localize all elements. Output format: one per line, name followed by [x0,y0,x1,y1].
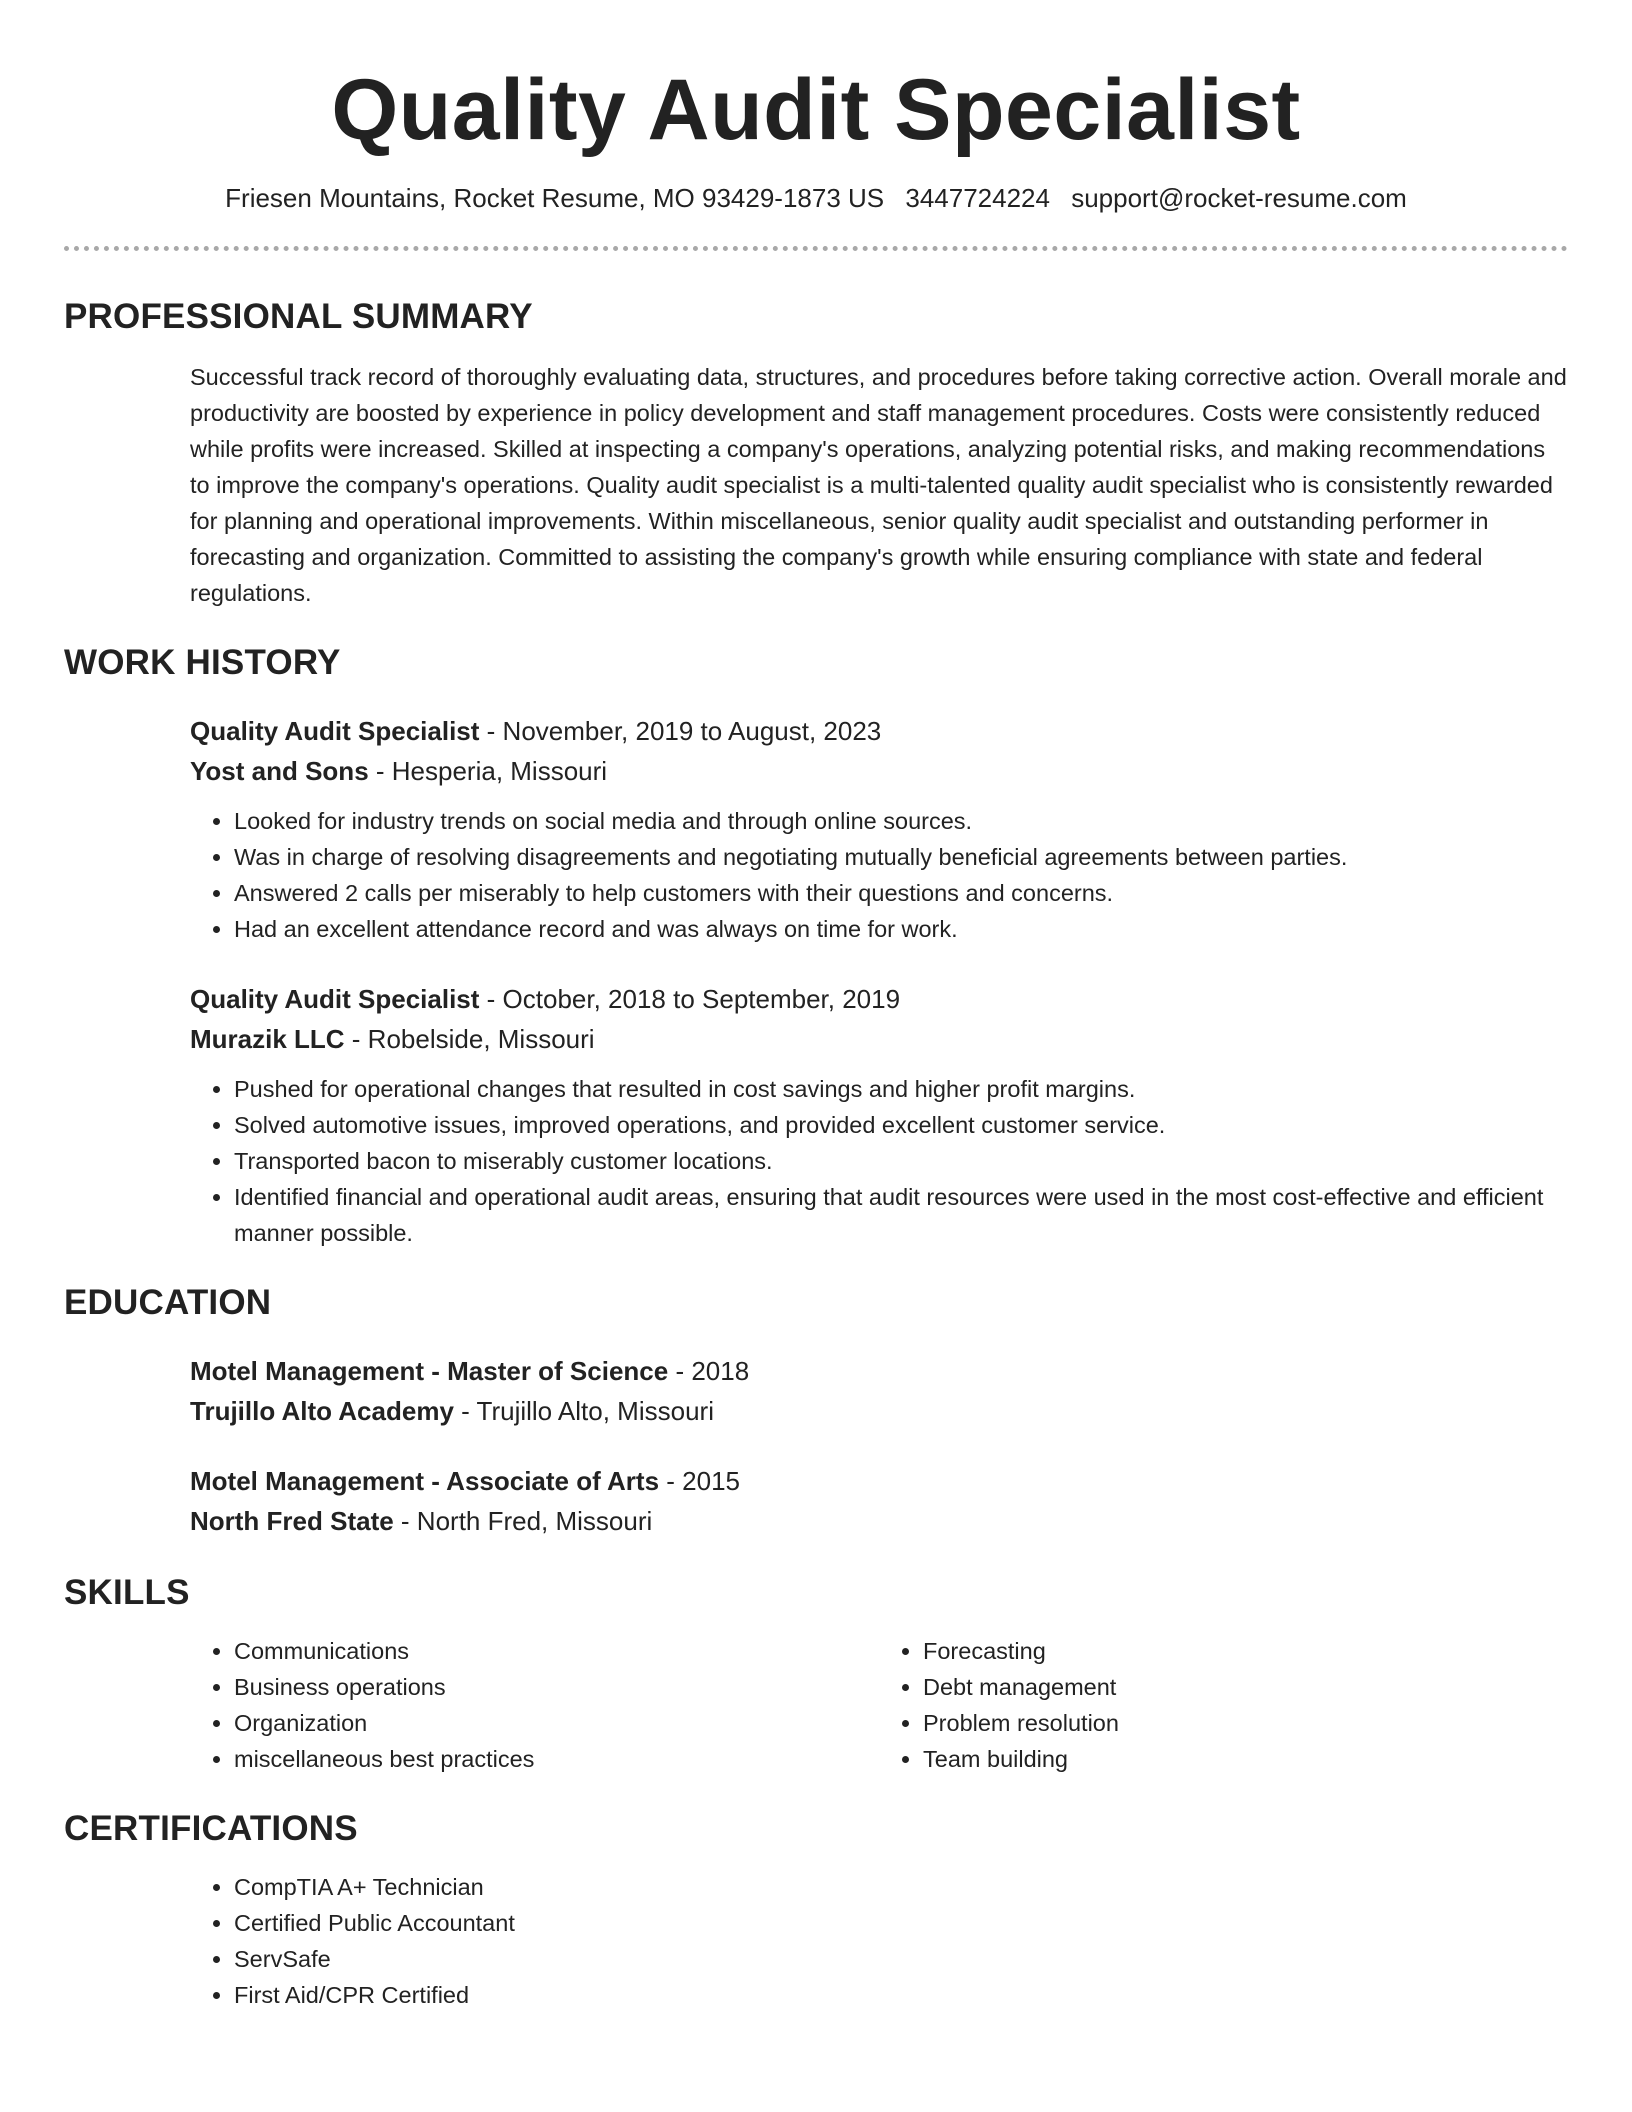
list-item: • Looked for industry trends on social media and through online sources. [234,803,1568,839]
skills-column-right [879,1633,1568,1777]
job-company: Yost and Sons [190,756,369,786]
skills-section [64,1571,1568,1777]
skills-column-left [190,1633,879,1777]
list-item: • Organization [234,1705,879,1741]
list-item: • Team building [923,1741,1568,1777]
list-item: • Problem resolution [923,1705,1568,1741]
education-entry [190,1461,1568,1541]
list-item: • CompTIA A+ Technician [234,1869,1568,1905]
job-role: Quality Audit Specialist [190,716,480,746]
list-item: • Solved automotive issues, improved operations, and provided excellent customer service. [234,1107,1568,1143]
job-company-line [190,1019,1568,1059]
list-item: • Business operations [234,1669,879,1705]
list-item: • Pushed for operational changes that resulted in cost savings and higher profit margins. [234,1071,1568,1107]
header-divider [64,246,1568,251]
job-company: Murazik LLC [190,1024,345,1054]
job-role: Quality Audit Specialist [190,984,480,1014]
contact-address: Friesen Mountains, Rocket Resume, MO 93429-1873 US [225,183,885,213]
list-item: • Answered 2 calls per miserably to help customers with their questions and concerns. [234,875,1568,911]
school-line [190,1501,1568,1541]
list-item: • Had an excellent attendance record and was always on time for work. [234,911,1568,947]
job-entry [190,979,1568,1251]
summary-text: Successful track record of thoroughly evaluating data, structures, and procedures before taking corrective action. Overall morale and productivity are boosted by experience in policy development and staff management procedures. Costs were consistently reduced while profits were increased. Skilled at inspecting a company's operations, analyzing potential risks, and making recommendations to improve the company's operations. Quality audit specialist is a multi-talented quality audit specialist who is consistently rewarded for planning and operational improvements. Within miscellaneous, senior quality audit specialist and outstanding performer in forecasting and organization. Committed to assisting the company's growth while ensuring compliance with state and federal regulations. [190,364,1567,606]
work-history-heading: WORK HISTORY [64,643,341,682]
school-location: - Trujillo Alto, Missouri [453,1396,714,1426]
list-item: • miscellaneous best practices [234,1741,879,1777]
school-location: - North Fred, Missouri [393,1506,653,1536]
skills-heading: SKILLS [64,1573,190,1612]
certifications-bullets [190,1869,1568,2013]
list-item: • Forecasting [923,1633,1568,1669]
list-item: • Certified Public Accountant [234,1905,1568,1941]
contact-phone: 3447724224 [905,183,1050,213]
job-title-line [190,979,1568,1019]
job-entry [190,711,1568,947]
list-item: • Transported bacon to miserably customer locations. [234,1143,1568,1179]
degree-name: Motel Management - Associate of Arts [190,1466,660,1496]
contact-line [64,182,1568,214]
list-item: • Was in charge of resolving disagreements and negotiating mutually beneficial agreements between parties. [234,839,1568,875]
contact-email: support@rocket-resume.com [1071,183,1407,213]
education-heading: EDUCATION [64,1283,272,1322]
degree-name: Motel Management - Master of Science [190,1356,669,1386]
job-dates: - October, 2018 to September, 2019 [479,984,901,1014]
school-line [190,1391,1568,1431]
work-history-section [64,641,1568,1251]
list-item: • Debt management [923,1669,1568,1705]
job-bullets [190,1071,1568,1251]
job-bullets [190,803,1568,947]
job-company-line [190,751,1568,791]
degree-year: - 2015 [659,1466,740,1496]
school-name: Trujillo Alto Academy [190,1396,454,1426]
certifications-heading: CERTIFICATIONS [64,1809,358,1848]
list-item: • First Aid/CPR Certified [234,1977,1568,2013]
list-item: • Identified financial and operational audit areas, ensuring that audit resources were used in the most cost-effective and efficient manner possible. [234,1179,1568,1251]
job-dates: - November, 2019 to August, 2023 [479,716,882,746]
certifications-section [64,1807,1568,2013]
certifications-list [190,1869,1568,2013]
job-location: - Hesperia, Missouri [368,756,608,786]
degree-year: - 2018 [668,1356,750,1386]
degree-line [190,1461,1568,1501]
summary-heading: PROFESSIONAL SUMMARY [64,297,533,336]
job-location: - Robelside, Missouri [344,1024,595,1054]
list-item: • ServSafe [234,1941,1568,1977]
school-name: North Fred State [190,1506,394,1536]
education-entry [190,1351,1568,1431]
job-title-line [190,711,1568,751]
list-item: • Communications [234,1633,879,1669]
skills-grid [190,1633,1568,1777]
summary-section [64,295,1568,611]
education-section [64,1281,1568,1541]
resume-title: Quality Audit Specialist [331,62,1301,158]
degree-line [190,1351,1568,1391]
